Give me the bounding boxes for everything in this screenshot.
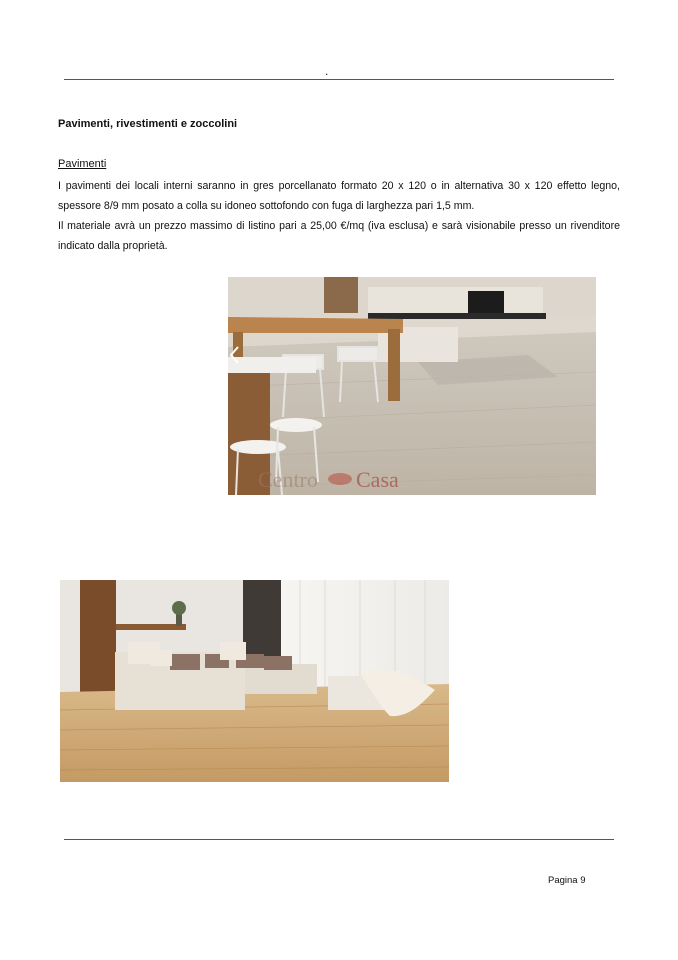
paragraph-flooring-spec: I pavimenti dei locali interni saranno in gres porcellanato formato 20 x 120 o in alternativa 30 x 120 effetto legno, spessore 8/9 mm posato a colla su idoneo sottofondo con fuga di larghezza pari 1,5 mm. (58, 180, 620, 212)
section-title: Pavimenti, rivestimenti e zoccolini (58, 118, 238, 130)
page-number: Pagina 9 (548, 875, 586, 886)
kitchen-floor-photo (228, 277, 596, 495)
kitchen-photo-watermark-left: Centro (258, 467, 318, 492)
header-rule (64, 79, 614, 80)
section-subtitle: Pavimenti (58, 158, 107, 170)
footer-rule (64, 839, 614, 840)
header-mark: . (325, 64, 329, 78)
kitchen-photo-watermark-right: Casa (356, 467, 399, 492)
paragraph-flooring-price: Il materiale avrà un prezzo massimo di listino pari a 25,00 €/mq (iva esclusa) e sarà visionabile presso un rivenditore indicato dalla proprietà. (58, 220, 620, 252)
living-room-floor-photo (60, 580, 449, 782)
